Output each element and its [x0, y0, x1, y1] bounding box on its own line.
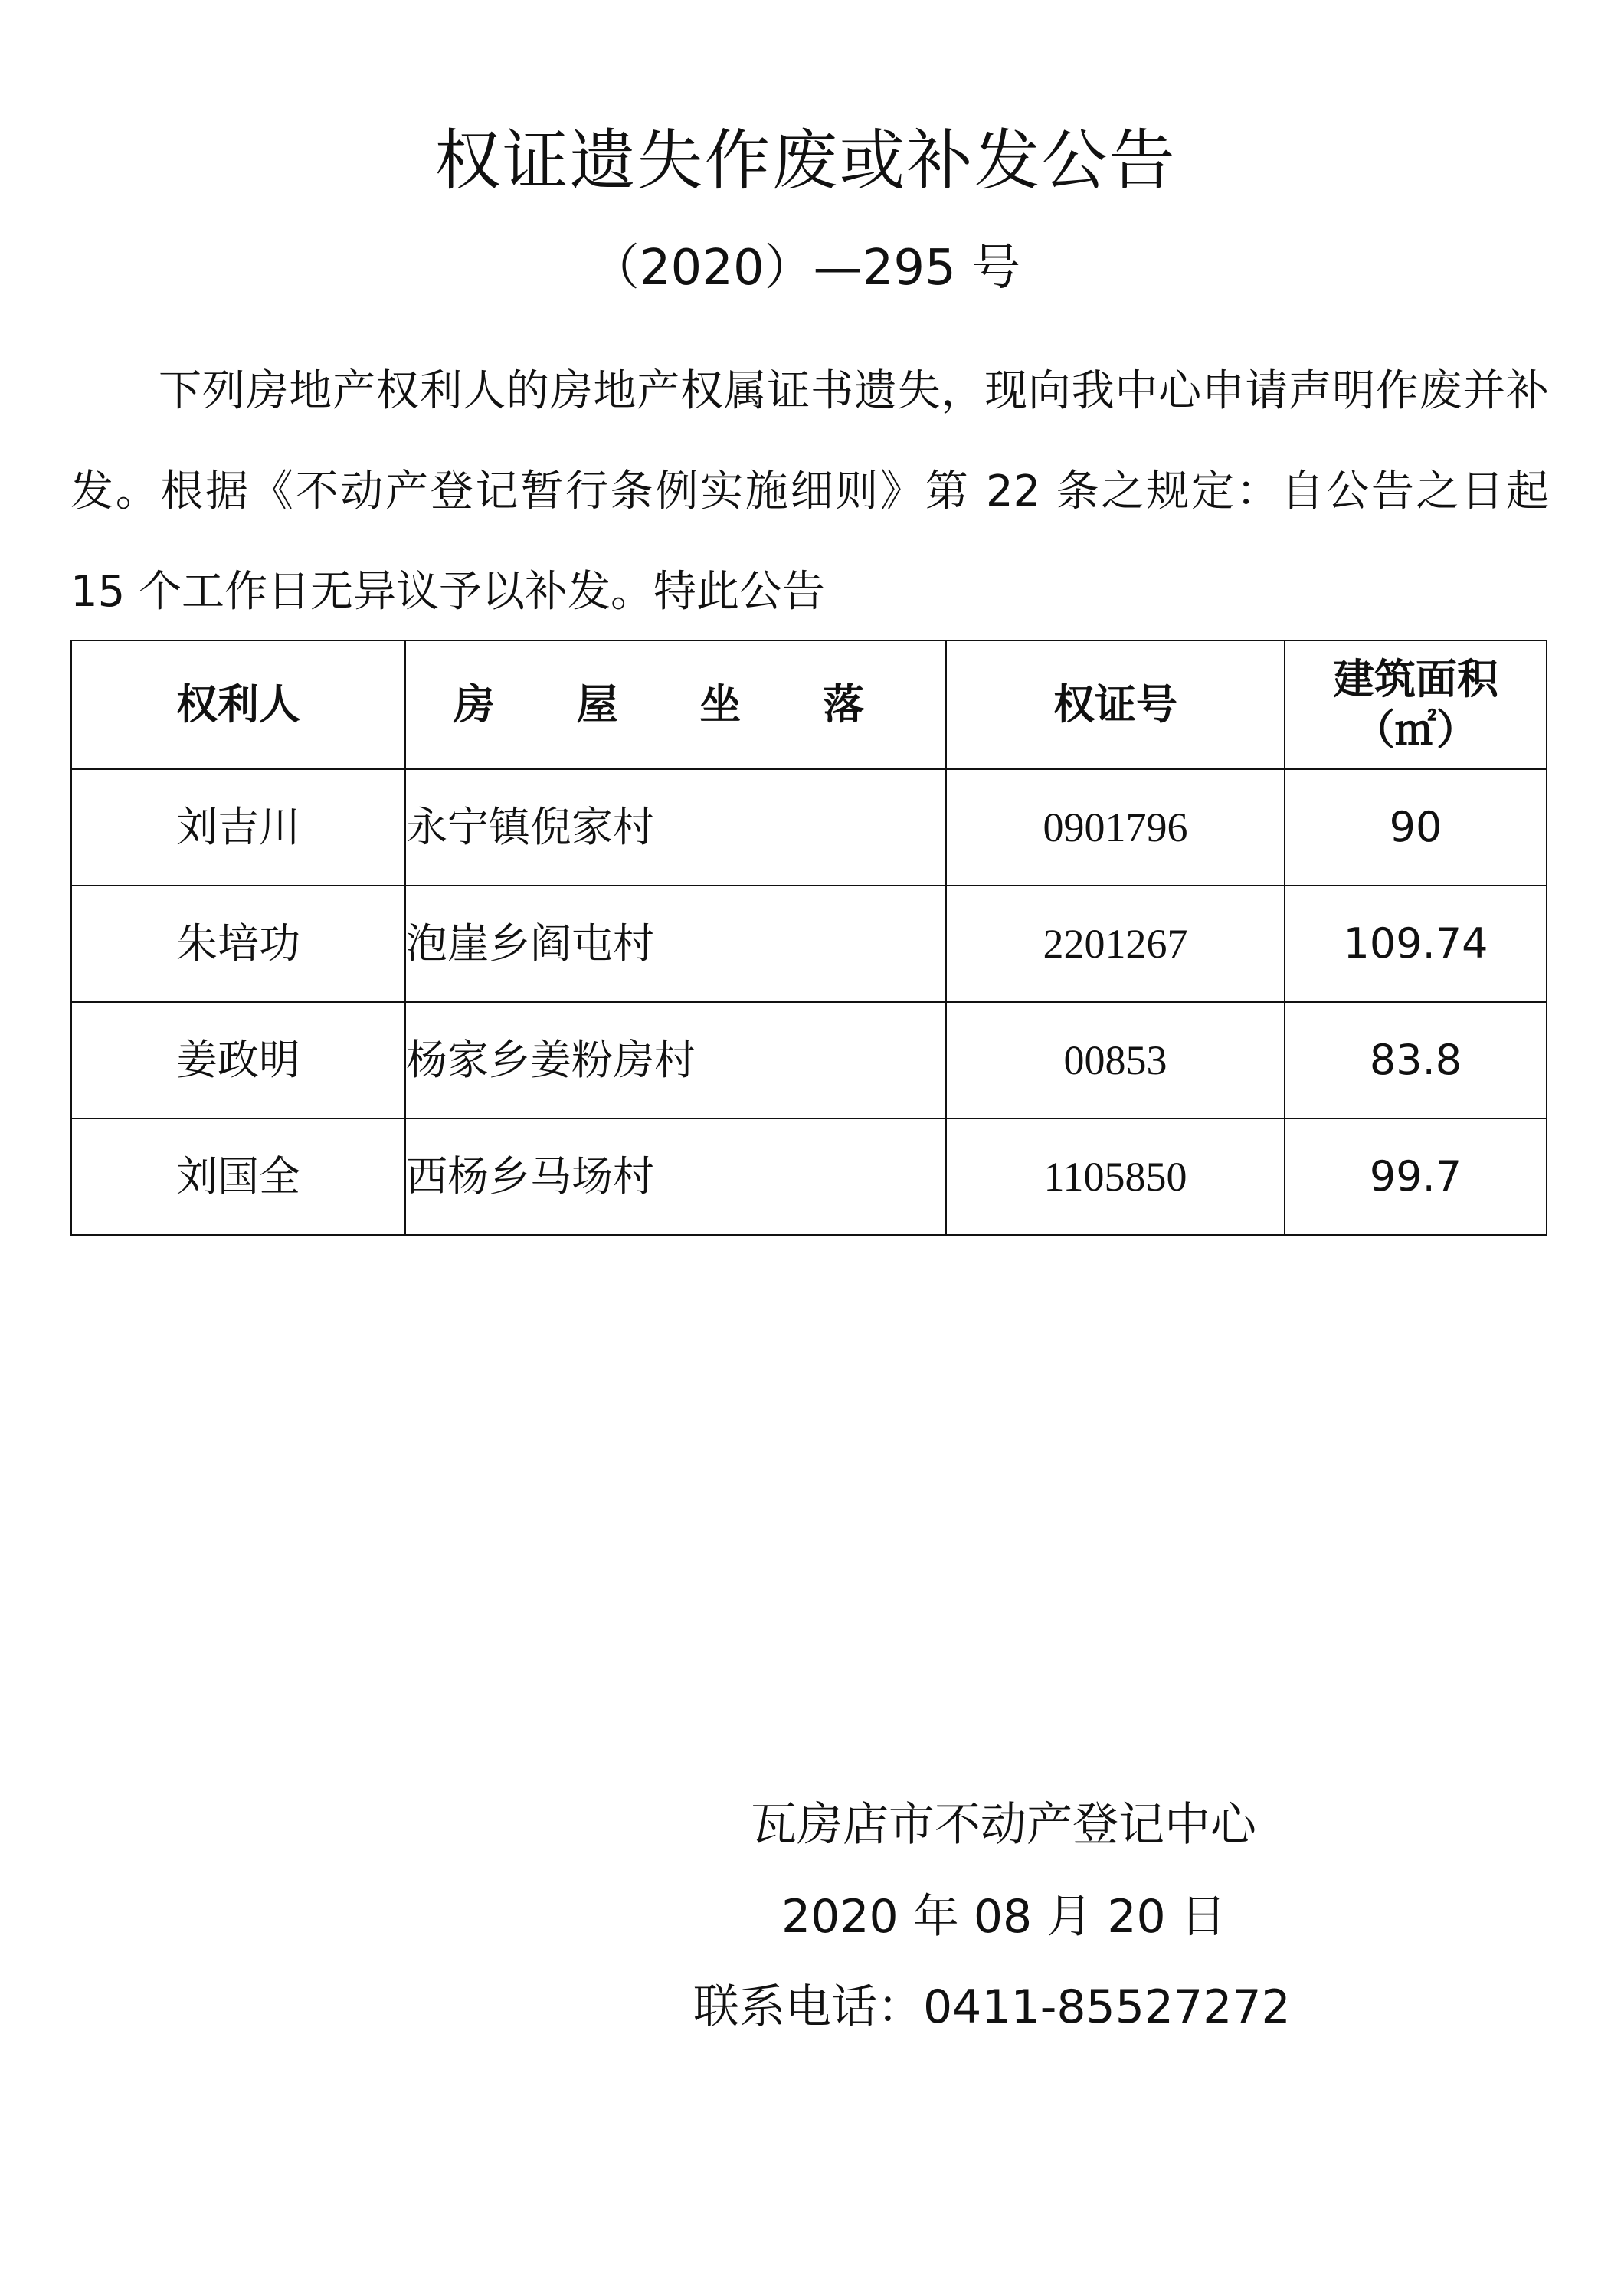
cell-holder: 朱培功: [71, 886, 405, 1002]
notice-body: 下列房地产权利人的房地产权属证书遗失，现向我中心申请声明作废并补发。根据《不动产登记暂行条例实施细则》第 22 条之规定：自公告之日起 15 个工作日无异议予以补发。特此公告: [70, 366, 1549, 617]
cell-location: 永宁镇倪家村: [405, 769, 946, 886]
cell-area: 83.8: [1285, 1002, 1547, 1119]
table-row: [71, 769, 1547, 886]
cell-location: 西杨乡马场村: [405, 1119, 946, 1235]
header-area: [1285, 640, 1547, 769]
cell-certificate: 1105850: [946, 1119, 1285, 1235]
cell-holder: 刘吉川: [71, 769, 405, 886]
table-row: [71, 1119, 1547, 1235]
cell-location: 杨家乡姜粉房村: [405, 1002, 946, 1119]
table-header-row: [71, 640, 1547, 769]
contact-phone: 联系电话：0411-85527272: [693, 1980, 1291, 2034]
cell-certificate: 0901796: [946, 769, 1285, 886]
header-location-label: 房 屋 坐 落: [453, 680, 899, 729]
cell-location: 泡崖乡阎屯村: [405, 886, 946, 1002]
issue-date: 2020 年 08 月 20 日: [781, 1890, 1226, 1944]
cell-certificate: 00853: [946, 1002, 1285, 1119]
cell-area: 109.74: [1285, 886, 1547, 1002]
cell-holder: 刘国全: [71, 1119, 405, 1235]
header-location: [405, 640, 946, 769]
header-area-unit: （㎡）: [1354, 706, 1478, 754]
table-row: [71, 886, 1547, 1002]
cell-holder: 姜政明: [71, 1002, 405, 1119]
cell-area: 90: [1285, 769, 1547, 886]
notice-title: 权证遗失作废或补发公告: [434, 123, 1177, 199]
certificate-table: [70, 640, 1547, 1236]
header-area-label: 建筑面积: [1333, 655, 1498, 703]
header-holder: 权利人: [71, 640, 405, 769]
cell-area: 99.7: [1285, 1119, 1547, 1235]
header-certificate: 权证号: [946, 640, 1285, 769]
cell-certificate: 2201267: [946, 886, 1285, 1002]
table-row: [71, 1002, 1547, 1119]
notice-number: （2020）—295 号: [590, 240, 1021, 296]
issuer-name: 瓦房店市不动产登记中心: [751, 1798, 1256, 1852]
